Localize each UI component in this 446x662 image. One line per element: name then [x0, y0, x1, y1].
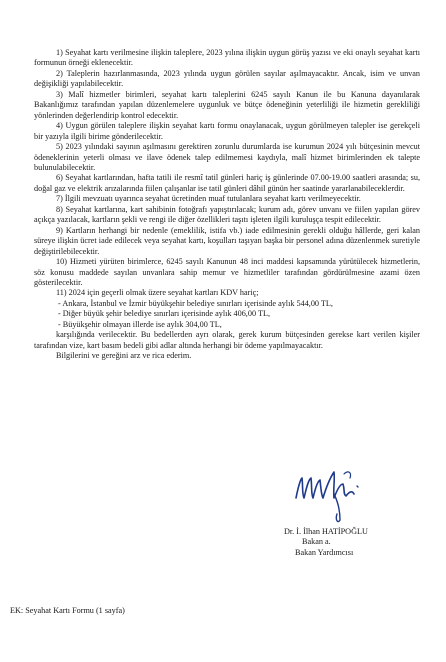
- paragraph-11: 11) 2024 için geçerli olmak üzere seyahat kartları KDV hariç;: [56, 288, 259, 298]
- paragraph-1: 1) Seyahat kartı verilmesine ilişkin taleplere, 2023 yılına ilişkin uygun görüş yazısı ve eki onaylı seyahat kartı formunun örneği eklenecektir.: [34, 48, 420, 68]
- paragraph-10: 10) Hizmeti yürüten birimlerce, 6245 sayılı Kanunun 48 inci maddesi kapsamında yürütülecek hizmetlerin, söz konusu maddede sayılan unvanlara sahip memur ve hizmetliler tarafından gördürülmesine azami özen gösterilecektir.: [34, 257, 420, 287]
- closing-paragraph: karşılığında verilecektir. Bu bedellerden ayrı olarak, gerek kurum bütçesinden gerekse kart verilen kişiler tarafından vize, kart basım bedeli gibi adlar altında herhangi bir ödeme yapılmayacaktır.: [34, 330, 420, 350]
- paragraph-7: 7) İlgili mevzuatı uyarınca seyahat ücretinden muaf tutulanlara seyahat kartı verilmeyecektir.: [56, 194, 361, 204]
- signature-stroke-main: [296, 472, 354, 498]
- fee-line-other-metropolitan: - Diğer büyük şehir belediye sınırları içerisinde aylık 406,00 TL,: [58, 309, 270, 319]
- paragraph-5: 5) 2023 yılındaki sayının aşılmasını gerektiren zorunlu durumlarda ise kurumun 2024 yılı bütçesinin mevcut ödeneklerinin yeterli olması ve ilave ödenek talep edilmemesi kaydıyla, malî hizmet birimlerinden ek talepte bulunulabilecektir.: [34, 142, 420, 172]
- signatory-name: Dr. İ. İlhan HATİPOĞLU: [284, 527, 368, 536]
- signatory-title: Bakan Yardımcısı: [295, 547, 354, 557]
- signature-block: [272, 527, 412, 558]
- signature-stroke-dot: [357, 486, 358, 487]
- fee-line-non-metropolitan: - Büyükşehir olmayan illerde ise aylık 304,00 TL,: [58, 319, 222, 329]
- attachment-note: EK: Seyahat Kartı Formu (1 sayfa): [10, 606, 125, 615]
- paragraph-8: 8) Seyahat kartlarına, kart sahibinin fotoğrafı yapıştırılacak; kurum adı, görev unvanı ve fiilen yapılan görev açıkça yazılacak, kartların şekli ve rengi ile diğer özellikleri taşıtı işleten ilgili kuruluşça tespit edilecektir.: [34, 204, 420, 225]
- request-sentence: Bilgilerini ve gereğini arz ve rica ederim.: [56, 351, 192, 361]
- handwritten-signature: [290, 464, 370, 528]
- paragraph-9: 9) Kartların herhangi bir nedenle (emeklilik, istifa vb.) iade edilmesinin gerekli olduğu hâllerde, geri kalan süreye ilişkin ücret iade edilecek veya seyahat kartı, koşulları taşıyan başka bir personel adına düzenlenmek suretiyle değiştirilebilecektir.: [34, 225, 420, 256]
- document-body: [34, 48, 420, 362]
- signature-stroke-flourish: [344, 472, 351, 478]
- signature-stroke-tail: [334, 494, 340, 522]
- signatory-role: Bakan a.: [302, 537, 331, 547]
- paragraph-4: 4) Uygun görülen taleplere ilişkin seyahat kartı formu onaylanacak, uygun görülmeyen talepler ise gerekçeli bir yazıyla ilgili birime gönderilecektir.: [34, 121, 420, 141]
- paragraph-2: 2) Taleplerin hazırlanmasında, 2023 yılında uygun görülen sayılar aşılmayacaktır. Ancak, isim ve unvan değişikliği yapılabilecektir.: [34, 68, 420, 89]
- paragraph-3: 3) Malî hizmetler birimleri, seyahat kartı taleplerini 6245 sayılı Kanun ile bu Kanuna dayanılarak Bakanlığımız tarafından yapılan düzenlemelere uygunluk ve bütçe ödeneğinin yeterliliği ile hizmetin gerekliliği yönlerinden değerlendirip kontrol edecektir.: [34, 89, 420, 120]
- fee-line-metropolitan: - Ankara, İstanbul ve İzmir büyükşehir belediye sınırları içerisinde aylık 544,00 TL,: [58, 298, 333, 308]
- paragraph-6: 6) Seyahat kartlarından, hafta tatili ile resmî tatil günleri hariç iş günlerinde 07.00-19.00 saatleri arasında; su, doğal gaz ve elektrik arızalarında fiilen çalışanlar ise tatil günleri dâhil günün her saatinde yararlanabileceklerdir.: [34, 173, 420, 193]
